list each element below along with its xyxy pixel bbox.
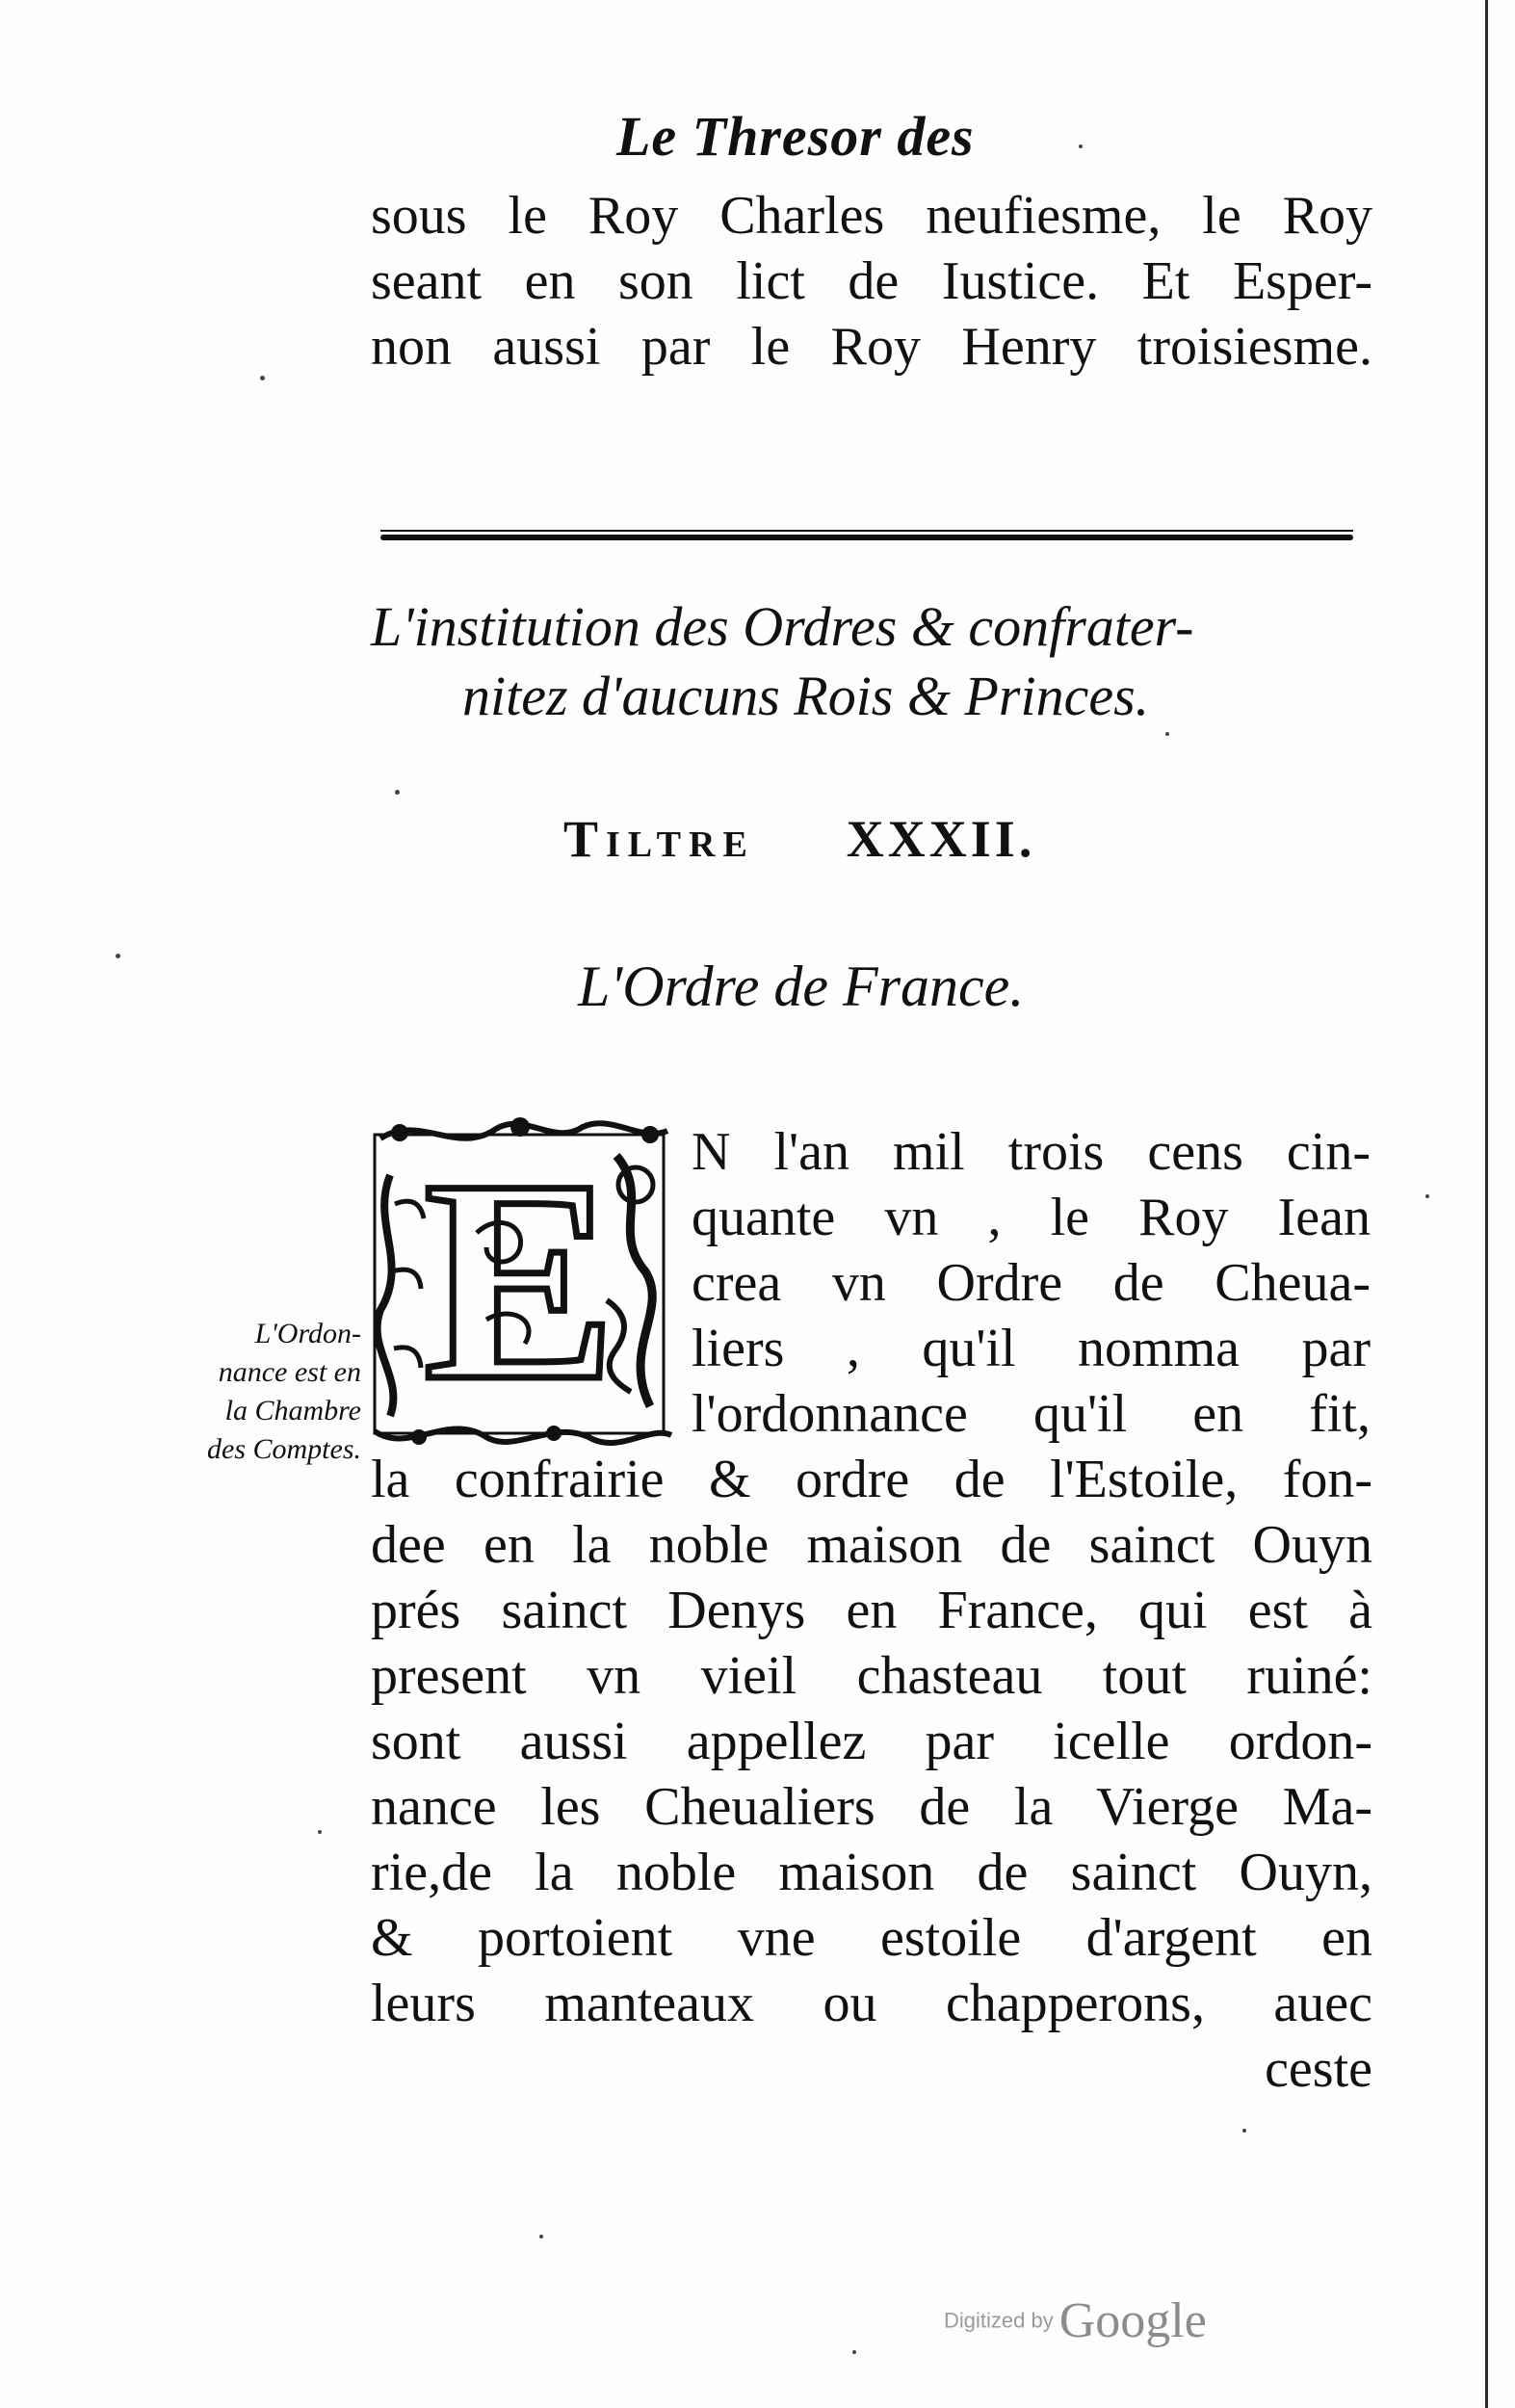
body-line: sont aussi appellez par icelle ordon- [371, 1712, 1372, 1771]
digitization-watermark [944, 2292, 1207, 2349]
section-title [371, 592, 1372, 731]
chapter-number: XXXII. [846, 810, 1036, 868]
body-line: nance les Cheualiers de la Vierge Ma- [371, 1777, 1372, 1837]
body-line: crea vn Ordre de Cheua- [692, 1253, 1371, 1313]
body-line: dee en la noble maison de sainct Ouyn [371, 1515, 1372, 1575]
body-line: N l'an mil trois cens cin- [692, 1122, 1371, 1182]
body-line: la confrairie & ordre de l'Estoile, fon- [371, 1450, 1372, 1509]
subsection-title: L'Ordre de France. [578, 955, 1025, 1018]
watermark-brand: Google [1058, 2293, 1207, 2348]
chapter-heading-word: Tiltre [563, 810, 755, 868]
intro-line: non aussi par le Roy Henry troisiesme. [371, 317, 1372, 377]
body-text-beside-dropcap [692, 1119, 1371, 1447]
running-title: Le Thresor des [616, 105, 975, 168]
section-title-line: L'institution des Ordres & confrater- [371, 595, 1194, 658]
intro-paragraph [371, 183, 1372, 380]
body-line: & portoient vne estoile d'argent en [371, 1908, 1372, 1968]
body-line: quante vn , le Roy Iean [692, 1188, 1371, 1247]
section-divider-thin [380, 530, 1353, 532]
body-text [371, 1447, 1372, 2102]
section-title-line: nitez d'aucuns Rois & Princes. [462, 665, 1150, 727]
ornamental-dropcap [361, 1117, 679, 1450]
catchword: ceste [1265, 2039, 1372, 2099]
chapter-heading [563, 809, 1035, 869]
dropcap-ornament-icon [361, 1117, 679, 1450]
body-line: present vn vieil chasteau tout ruiné: [371, 1646, 1372, 1706]
intro-line: sous le Roy Charles neufiesme, le Roy [371, 186, 1372, 246]
body-line: leurs manteaux ou chapperons, auec [371, 1974, 1372, 2033]
body-line: prés sainct Denys en France, qui est à [371, 1581, 1372, 1640]
body-line: liers , qu'il nomma par [692, 1319, 1371, 1378]
dropcap-letter: E [423, 1120, 617, 1440]
page-binding-edge [1485, 0, 1488, 2408]
intro-line: seant en son lict de Iustice. Et Esper- [371, 251, 1372, 311]
body-line: l'ordonnance qu'il en fit, [692, 1384, 1371, 1444]
body-line: rie,de la noble maison de sainct Ouyn, [371, 1843, 1372, 1902]
watermark-prefix: Digitized by [944, 2308, 1054, 2333]
marginal-note-line: L'Ordon- [254, 1318, 361, 1349]
marginal-note-line: nance est en [218, 1356, 361, 1388]
marginal-note-line: des Comptes. [207, 1433, 361, 1465]
section-divider-rule [380, 535, 1353, 540]
marginal-note [130, 1315, 361, 1469]
marginal-note-line: la Chambre [224, 1395, 361, 1426]
